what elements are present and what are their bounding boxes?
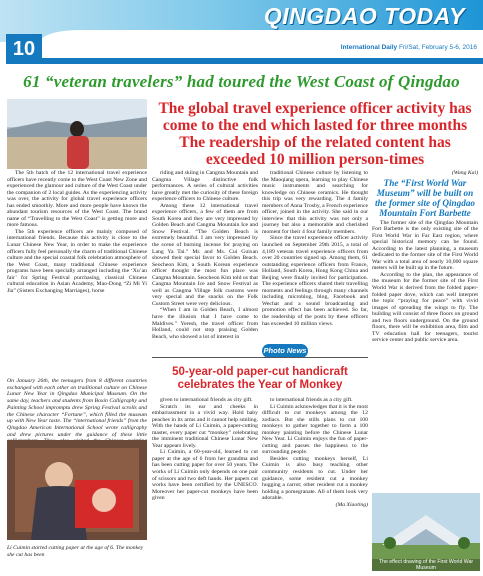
museum-rendering-caption: The effect drawing of the First World War Museum [372, 559, 480, 571]
article1-col2-p1: riding and skiing in Cangma Mountain and Cangma Village distinctive folk performances. A series of cultural activities have greatly met the curiosity of these foreign experience officers to Chinese culture. [152, 170, 258, 203]
masthead-title: QINGDAO TODAY [263, 3, 465, 29]
photo-paper-cutting [7, 440, 147, 540]
article1-col2-p3: “When I am in Golden Beach, I almost have the illusion that I have come to Maldives.” Yeresh, the travel officer from Holland, could not stop praising Golden Beach, who showed a lot of interest in [152, 307, 258, 340]
masthead-banner [0, 0, 483, 42]
page-number: 10 [6, 34, 42, 64]
photo-news-badge: Photo News [262, 344, 308, 358]
main-headline: 61 “veteran travelers” had toured the West Coast of Qingdao [23, 72, 460, 91]
article3-col1 [152, 397, 258, 502]
article3-col2-p3: Besides cutting monkeys herself, Li Cuimin is also busy teaching other community residents to cut. Under her guidance, some resident cut a monkey hugging a carrot; other resident cut a monkey holding a pomegranate. All of them look very adorable. [262, 455, 368, 502]
article1-col3-p2: Since the travel experience officer activity launched on September 29th 2015, a total of 4,189 veteran travel experience officers from over 20 countries signed up. Among them, 61 outstanding experience officers from France, Holland, South Korea, Hong Kong China and Beijing were finally invited for participation. The experience officers shared their travelling moments and feelings through many channels including microblog, blog, Facebook and Wechat and a sound broadcasting and promotion effect has been achieved. So far, the readership of the posts by these officers has exceeded 10 million views. [262, 235, 368, 327]
photo-caption-text: On January 26th, the teenagers from 8 different countries exchanged with each other on traditional culture on Chinese Lunar New Year in Qingdao Municipal Museum. On the same day, teachers and students from Boxin Calligraphy and Painting School impromptu drew Spring Festival scrolls and the Chinese character “Fortune”, which filled the museum up with New Year taste. The “international friends” from the Qingdao American International School wrote calligraphy and drew pictures under the guidance of these little [7, 378, 147, 438]
beach-photo-image [7, 99, 147, 169]
article3-col1-p1: given to international friends as city gift. [160, 397, 253, 403]
article1-col3 [262, 170, 368, 327]
article3-col1-p2: Scratch its ear and cheeks in embarrassment in a vivid way. Hold baby peaches in its arms and it cannot help smiling. With the hands of Li Cuimin, a paper-cutting master, every paper cut “monkey” celebrating the imminent traditional Chinese Lunar New Year appears lively. [152, 403, 258, 449]
article3-heading: 50-year-old paper-cut handicraft celebrates the Year of Monkey [172, 366, 348, 391]
issue-date: Fri/Sat, February 5-6, 2016 [398, 44, 477, 51]
edition-line [341, 44, 477, 51]
article2-p1: The former site of the Qingdao Mountain Fort Barbette is the only existing site of the First World War in Far East region, where special historical memory can be found. According to the latest planning, a museum dedicated to the former site of the First World War with a total area of nearly 10,000 square meters will be built up in the future. [372, 219, 478, 272]
article1-col2 [152, 170, 258, 340]
photo2-caption: Li Cuimin started cutting paper at the age of 6. The monkey she cut has been [7, 545, 144, 558]
article3-byline: (Ma Xiaoting) [335, 501, 368, 508]
paper-cut-photo-image [7, 440, 147, 540]
article3-col2 [262, 397, 368, 508]
section-divider [152, 357, 368, 358]
article3-col2-p1: to international friends as a city gift. [270, 397, 353, 403]
article1-byline: (Wang Kai) [451, 170, 478, 176]
header-rule [42, 58, 483, 64]
article1-col1-p1: The 5th batch of the 12 international travel experience officers have recently come to the West Coast New Zone and experienced the glamour and culture of the West Coast under the companion of 2 local guides. As the experiencing activity was over, the activity for global travel experience officers has ended smoothly. More and more people have known the abundant tourism resources of the West Coast. The brand name of “Travelling to the West Coast” is getting more and more famous. [7, 170, 147, 229]
photo-museum-rendering [372, 493, 480, 571]
edition-name: International Daily [340, 44, 398, 51]
headline-deck: The global travel experience officer activity has come to the end which lasted for three months The readership of the related content has exceeded 10 million person-times [158, 100, 472, 168]
article3-col1-p3: Li Cuimin, a 60-year-old, learned to cut paper at the age of 6 from her grandma and has been cutting paper for over 50 years. The works of Li Cuimin only depends on one pair of scissors and two deft hands. Her papers cut works have been certified by the UNESCO. Moreover her paper-cut monkeys have been given [152, 449, 258, 502]
article1-col3-p1: traditional Chinese culture by listening to the Maoqiang opera, learning to play Chinese music instruments and searching for knowledge on Chinese ceramics. He thought this trip was very rewarding. The 4 family members of Anna Trosby, a French experience officer, joined in the activity. She said in our interview that this activity was not only a journey but also a memorable and cherished moment for their 4 four family members. [262, 170, 368, 235]
article2-column [372, 170, 478, 344]
article1-col2-p2: Among these 12 international travel experience officers, a few of them are from South Korea and they are very impressed by Golden Beach and Cangma Mountain Ice and Snow Festival. “The Golden Beach is extremely beautiful. I am very impressed by the scene of burning incense for praying on Lang Ya Tai.” Mr. and Ms. Cui Guixan showed their special favor to Golden Beach. Seocheon Kim, a South Korean experience officer thought the most fun place was Cangma Mountain. Seocheon Kim told us that Cangma Mountain Ice and Snow Festival as well as Cangma Village folk customs were very special and the snacks on the Folk Custom Street were very delicious. [152, 202, 258, 307]
article3-col2-p2: Li Cuimin acknowledges that it is the most difficult to cut monkeys among the 12 zodiacs. But she stills plans to cut 100 monkeys to gather together to form a 100 monkey painting before the Chinese Lunar New Year. Li Cuimin enjoys the fun of paper-cutting and passes the happiness to the surrounding people. [262, 403, 368, 456]
article2-heading: The “First World War Museum” will be built on the former site of Qingdao Mountain Fort Barbette [374, 177, 476, 218]
masthead-swoosh [40, 30, 483, 42]
article1-col1 [7, 170, 147, 294]
article2-p2: According to the plan, the appearance of the museum for the former site of the First World War is derived from the folded paper-folded paper dove, which can well interpret the topic “praying for peace” with vivid images of spreading the wings to fly. The building will consist of three floors on ground and two floors underground. On the ground floors, there will be exhibition area, film and TV education hall for teenagers, tourist service center and public service area. [372, 271, 478, 344]
article1-col1-p2: The 5th experience officers are mainly composed of international friends. Because this activity is close to the Lunar Chinese New Year, in order to make the experience officers fully feel personally the charm of traditional Chinese culture and the special coastal folk celebration atmosphere of the West Coast, many traditional Chinese experience programs have been specially arranged including the ‘Xu’an fair’ for Spring Festival purchasing, classical Chinese cultural education in Asian Academy, Mao-Dong “Zi Mi Yi Jia” (Sisters Exchanging Marriages), horse [7, 228, 147, 294]
